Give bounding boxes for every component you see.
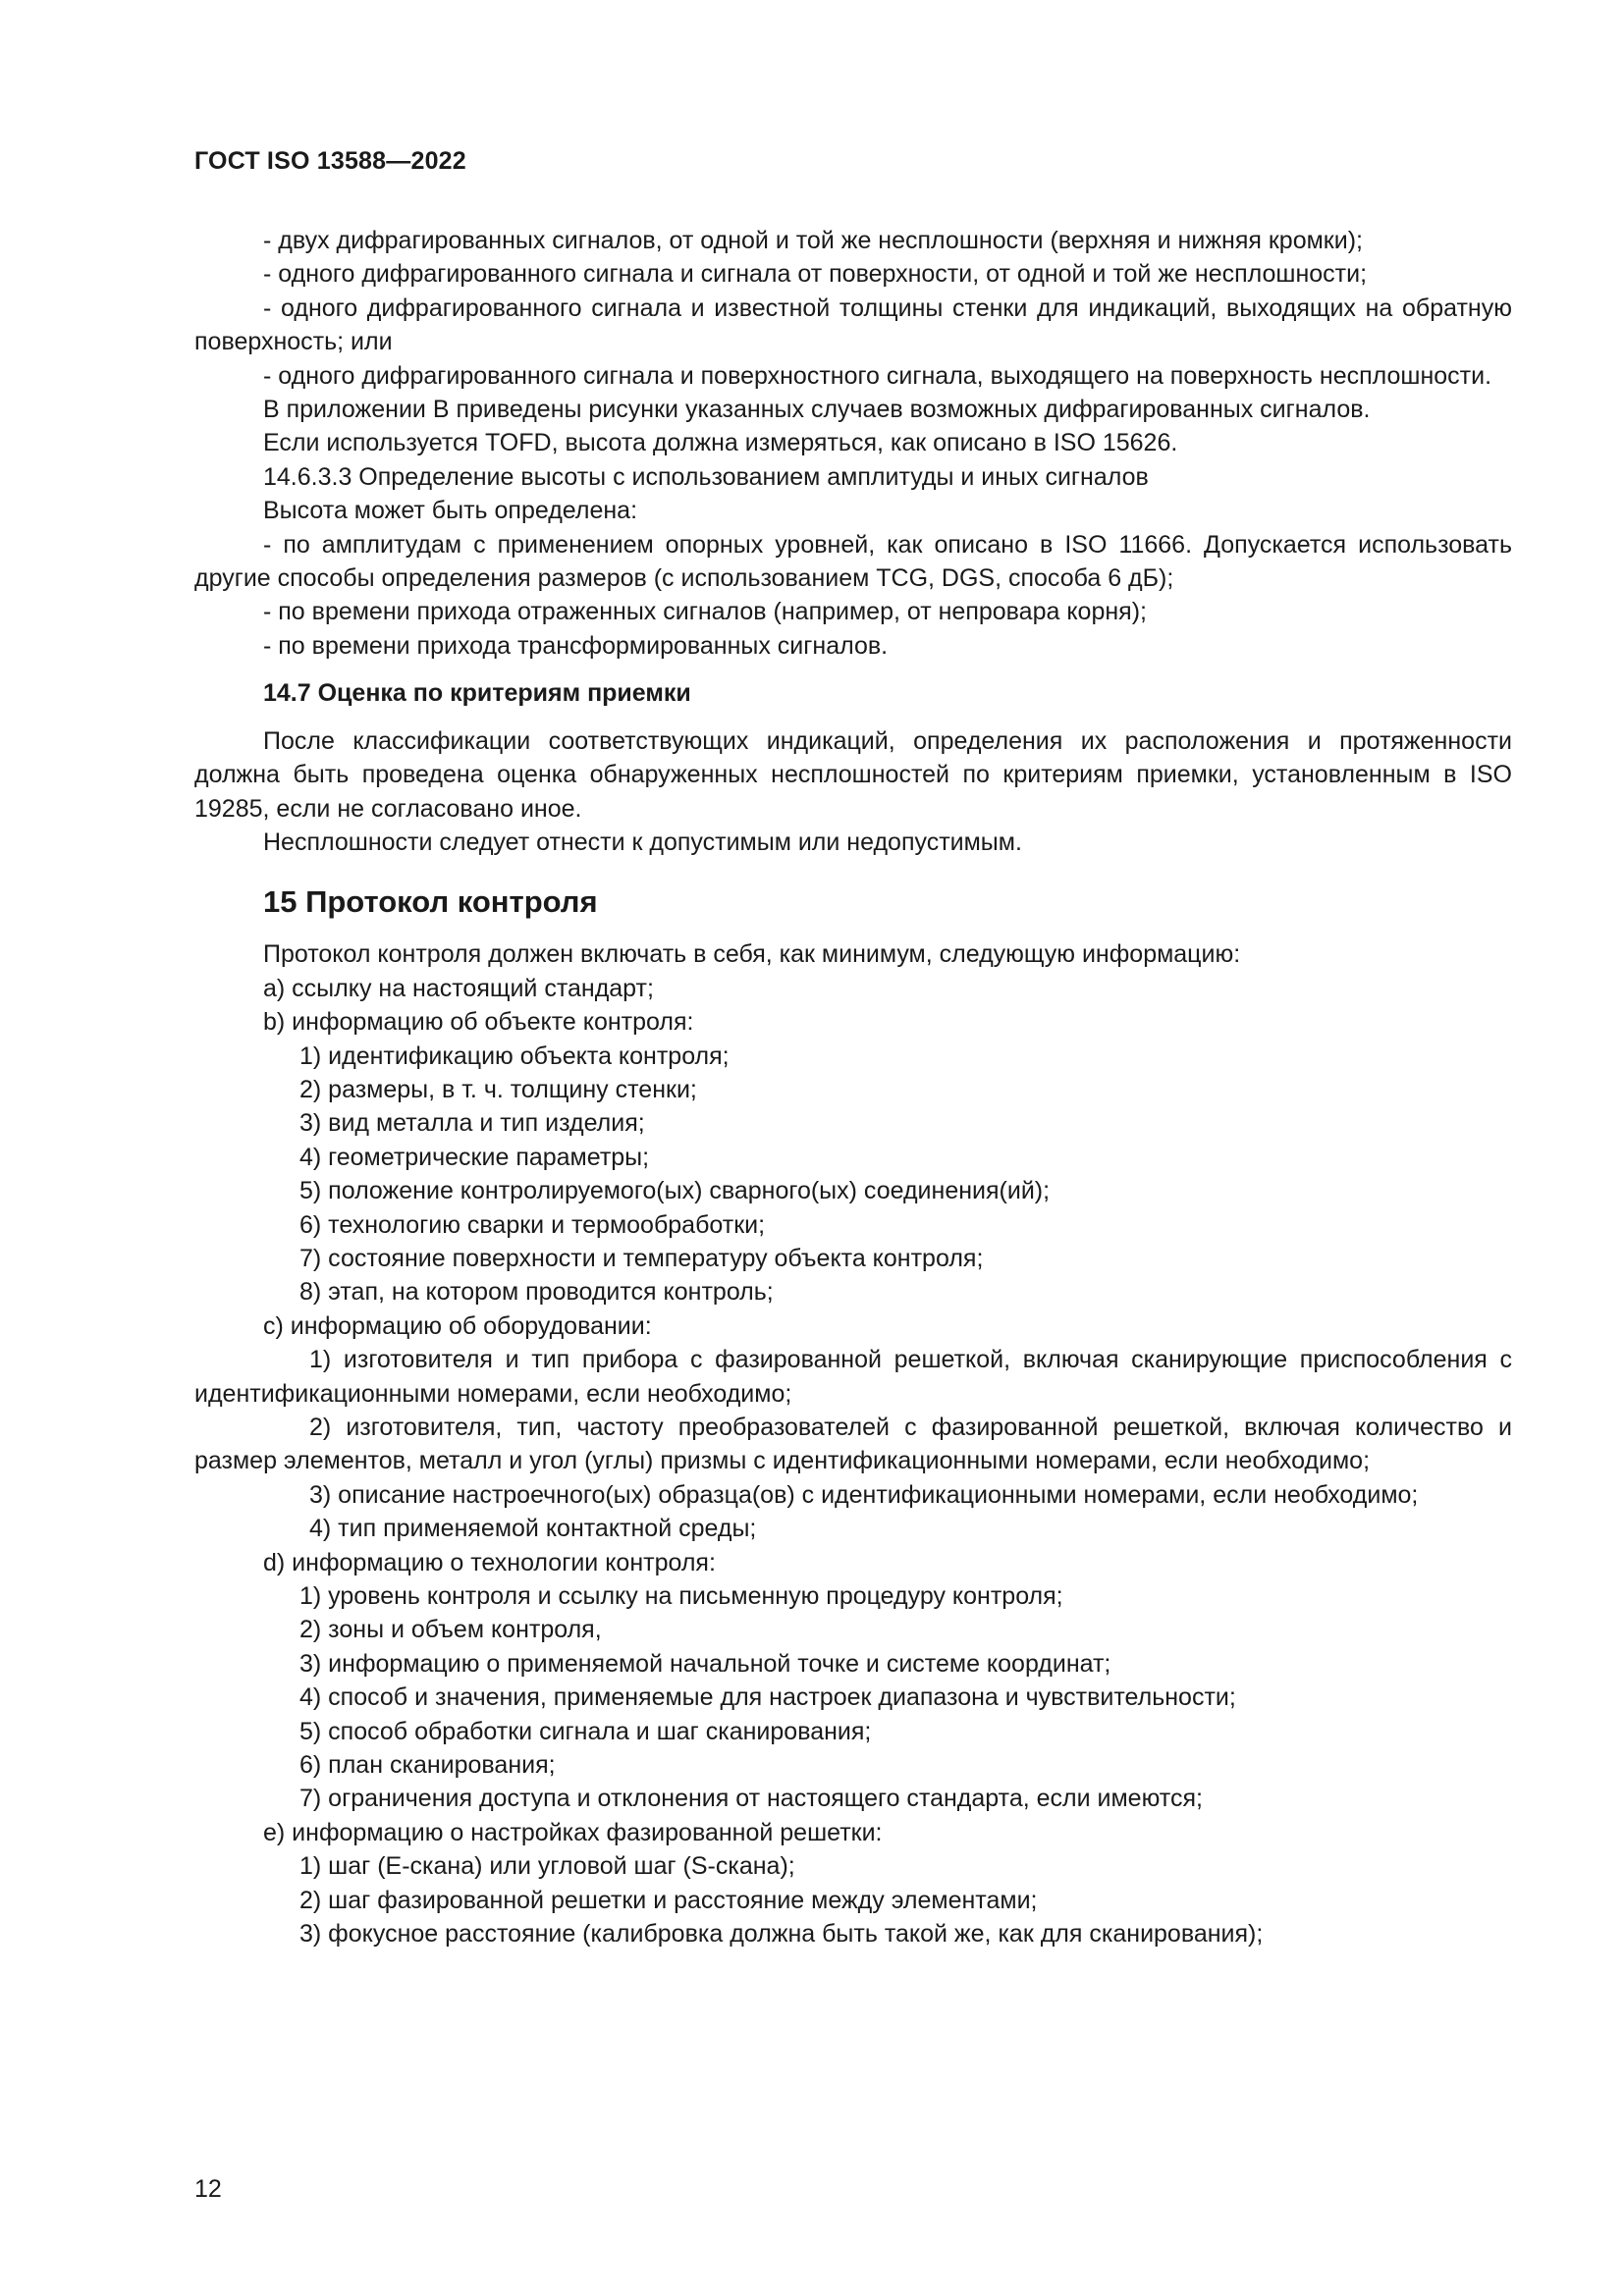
document-header: ГОСТ ISO 13588—2022 bbox=[194, 147, 466, 175]
list-subitem: 7) состояние поверхности и температуру объекта контроля; bbox=[299, 1244, 984, 1272]
paragraph: В приложении В приведены рисунки указанных случаев возможных дифрагированных сигналов. bbox=[263, 396, 1371, 424]
paragraph: Протокол контроля должен включать в себя, как минимум, следующую информацию: bbox=[263, 940, 1241, 969]
list-subitem: 2) шаг фазированной решетки и расстояние между элементами; bbox=[299, 1886, 1038, 1914]
paragraph: Высота может быть определена: bbox=[263, 497, 638, 525]
paragraph: Если используется TOFD, высота должна измеряться, как описано в ISO 15626. bbox=[263, 429, 1178, 457]
paragraph: - по времени прихода отраженных сигналов (например, от непровара корня); bbox=[263, 598, 1147, 626]
list-subitem: 1) уровень контроля и ссылку на письменную процедуру контроля; bbox=[299, 1582, 1063, 1611]
list-subitem: 1) шаг (Е-скана) или угловой шаг (S-скана); bbox=[299, 1852, 795, 1881]
paragraph: После классификации соответствующих индикаций, определения их расположения и протяженности должна быть проведена оценка обнаруженных несплошностей по критериям приемки, установленным в ISO 19285, если не согласовано иное. bbox=[194, 726, 1512, 823]
paragraph: - по времени прихода трансформированных сигналов. bbox=[263, 631, 889, 660]
page-number: 12 bbox=[194, 2175, 222, 2203]
subsection-title: 14.6.3.3 Определение высоты с использованием амплитуды и иных сигналов bbox=[263, 462, 1149, 491]
paragraph: - одного дифрагированного сигнала и сигнала от поверхности, от одной и той же несплошности; bbox=[263, 260, 1368, 289]
section-heading-15: 15 Протокол контроля bbox=[263, 884, 598, 920]
list-subitem: 8) этап, на котором проводится контроль; bbox=[299, 1278, 774, 1307]
list-item: b) информацию об объекте контроля: bbox=[263, 1008, 694, 1037]
list-item: e) информацию о настройках фазированной решетки: bbox=[263, 1818, 883, 1846]
list-subitem: 4) тип применяемой контактной среды; bbox=[309, 1515, 757, 1543]
paragraph: - двух дифрагированных сигналов, от одной и той же несплошности (верхняя и нижняя кромки); bbox=[263, 227, 1363, 254]
paragraph: - по амплитудам с применением опорных уровней, как описано в ISO 11666. Допускается использовать другие способы определения размеров (с использованием TCG, DGS, способа 6 дБ); bbox=[194, 530, 1512, 593]
list-subitem: 5) положение контролируемого(ых) сварного(ых) соединения(ий); bbox=[299, 1177, 1051, 1205]
list-item: a) ссылку на настоящий стандарт; bbox=[263, 974, 654, 1002]
list-subitem: 5) способ обработки сигнала и шаг сканирования; bbox=[299, 1717, 872, 1745]
list-subitem: 1) идентификацию объекта контроля; bbox=[299, 1041, 730, 1070]
document-body bbox=[194, 224, 1512, 1951]
list-subitem: 6) технологию сварки и термообработки; bbox=[299, 1210, 766, 1239]
list-subitem: 6) план сканирования; bbox=[299, 1751, 556, 1780]
list-subitem: 4) способ и значения, применяемые для настроек диапазона и чувствительности; bbox=[299, 1683, 1236, 1712]
paragraph: Несплошности следует отнести к допустимым или недопустимым. bbox=[263, 828, 1022, 856]
list-subitem: 3) информацию о применяемой начальной точке и системе координат; bbox=[299, 1649, 1111, 1678]
list-subitem: 2) размеры, в т. ч. толщину стенки; bbox=[299, 1075, 697, 1103]
list-item: c) информацию об оборудовании: bbox=[263, 1311, 652, 1340]
list-subitem: 4) геометрические параметры; bbox=[299, 1143, 650, 1171]
paragraph: - одного дифрагированного сигнала и поверхностного сигнала, выходящего на поверхность несплошности. bbox=[263, 361, 1492, 390]
section-heading-14-7: 14.7 Оценка по критериям приемки bbox=[263, 679, 691, 708]
list-subitem: 3) описание настроечного(ых) образца(ов) с идентификационными номерами, если необходимо; bbox=[309, 1480, 1419, 1509]
list-subitem: 7) ограничения доступа и отклонения от настоящего стандарта, если имеются; bbox=[299, 1785, 1203, 1813]
list-subitem: 1) изготовителя и тип прибора с фазированной решеткой, включая сканирующие приспособления с идентификационными номерами, если необходимо; bbox=[194, 1346, 1512, 1408]
paragraph: - одного дифрагированного сигнала и известной толщины стенки для индикаций, выходящих на обратную поверхность; или bbox=[194, 294, 1512, 356]
list-subitem: 3) вид металла и тип изделия; bbox=[299, 1109, 645, 1138]
list-subitem: 2) зоны и объем контроля, bbox=[299, 1616, 602, 1644]
list-subitem: 2) изготовителя, тип, частоту преобразователей с фазированной решеткой, включая количество и размер элементов, металл и угол (углы) призмы с идентификационными номерами, если необходимо; bbox=[194, 1414, 1512, 1475]
list-item: d) информацию о технологии контроля: bbox=[263, 1548, 716, 1576]
list-subitem: 3) фокусное расстояние (калибровка должна быть такой же, как для сканирования); bbox=[299, 1920, 1264, 1949]
